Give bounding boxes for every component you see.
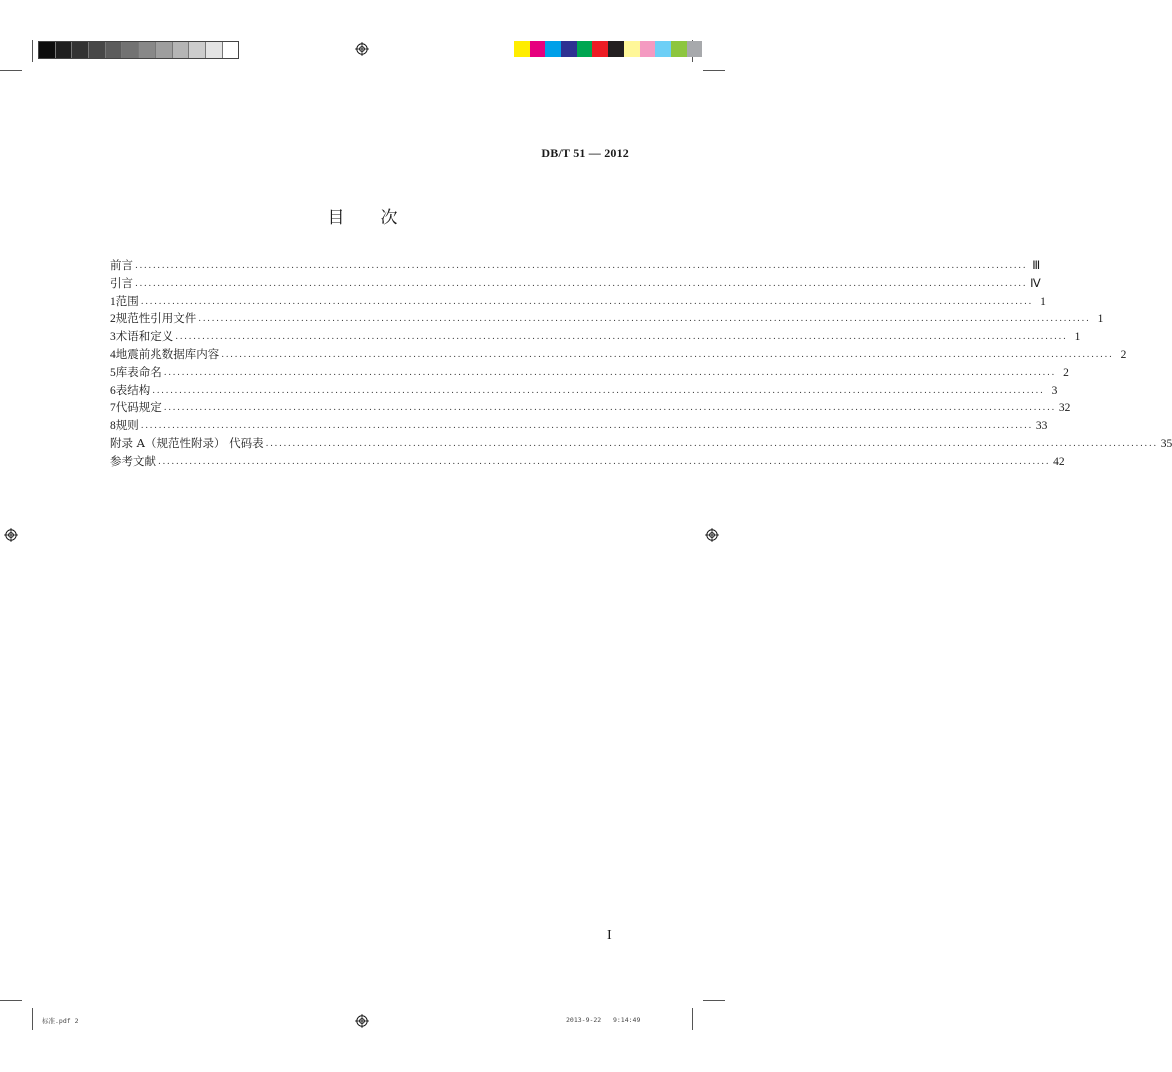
color-swatch	[624, 41, 640, 57]
toc-entry[interactable]	[110, 293, 1046, 311]
toc-entry-label: 库表命名	[115, 364, 162, 379]
toc-entry[interactable]	[110, 257, 1041, 275]
dot-leader: ........................................................................................................................................................................................................	[135, 261, 1028, 271]
gray-swatch	[189, 42, 206, 58]
toc-entry-label: 引言	[110, 275, 133, 290]
registration-target-icon	[4, 528, 18, 542]
toc-entry-page: 1	[1074, 331, 1081, 344]
gray-swatch	[206, 42, 223, 58]
toc-entry-label: 代码规定	[115, 400, 162, 415]
gray-swatch	[122, 42, 139, 58]
toc-entry-number: 1	[110, 295, 116, 308]
toc-entry-number: 4	[110, 348, 116, 361]
dot-leader: ........................................................................................................................................................................................................	[140, 421, 1033, 432]
color-calibration-bar	[514, 41, 702, 57]
color-swatch	[640, 41, 656, 57]
color-swatch	[514, 41, 530, 57]
toc-entry[interactable]	[110, 346, 1127, 364]
toc-entry-number: 5	[110, 366, 116, 379]
gray-swatch	[139, 42, 156, 58]
color-swatch	[530, 41, 546, 57]
toc-entry-number: 7	[110, 402, 116, 415]
crop-mark	[703, 1000, 725, 1001]
toc-entry[interactable]	[110, 364, 1069, 382]
registration-target-icon	[705, 528, 719, 542]
dot-leader: ........................................................................................................................................................................................................	[152, 385, 1045, 396]
gray-swatch	[72, 42, 89, 58]
color-swatch	[577, 41, 593, 57]
toc-entry-page: Ⅳ	[1030, 277, 1041, 290]
gray-swatch	[89, 42, 106, 58]
dot-leader: ........................................................................................................................................................................................................	[265, 438, 1158, 449]
color-swatch	[561, 41, 577, 57]
gray-swatch	[223, 42, 239, 58]
toc-entry-label: 规范性引用文件	[115, 311, 197, 326]
file-slug: 标准.pdf 2	[42, 1017, 79, 1025]
gray-swatch	[156, 42, 173, 58]
toc-entry[interactable]	[110, 453, 1065, 471]
dot-leader: ........................................................................................................................................................................................................	[198, 314, 1091, 325]
toc-entry-label: 表结构	[115, 382, 151, 397]
document-code: DB/T 51 — 2012	[541, 146, 629, 160]
dot-leader: ........................................................................................................................................................................................................	[175, 332, 1068, 343]
crop-mark	[703, 70, 725, 71]
toc-entry-label: 范围	[115, 293, 139, 308]
toc-entry-label: 参考文献	[110, 453, 156, 468]
crop-mark	[32, 40, 33, 62]
toc-entry-page: Ⅲ	[1032, 260, 1041, 272]
dot-leader: ........................................................................................................................................................................................................	[221, 349, 1114, 360]
toc-entry[interactable]	[110, 310, 1104, 328]
toc-entry[interactable]	[110, 275, 1041, 293]
crop-mark	[0, 1000, 22, 1001]
registration-target-icon	[355, 1014, 369, 1028]
dot-leader: ........................................................................................................................................................................................................	[163, 367, 1056, 378]
dot-leader: ........................................................................................................................................................................................................	[140, 296, 1033, 307]
toc-title-part: 次	[380, 208, 398, 228]
color-swatch	[608, 41, 624, 57]
toc-entry-page: 2	[1120, 348, 1127, 361]
toc-entry[interactable]	[110, 417, 1048, 435]
toc-entry-label: 地震前兆数据库内容	[115, 346, 220, 361]
toc-entry-page: 2	[1063, 366, 1069, 379]
toc-entry[interactable]	[110, 435, 1172, 453]
color-swatch	[687, 41, 703, 57]
toc-entry-page: 33	[1035, 420, 1048, 433]
toc-entry-page: 1	[1097, 313, 1104, 326]
toc-entry-page: 32	[1058, 402, 1071, 415]
toc-entry-label: 附录 A（规范性附录） 代码表	[110, 435, 264, 450]
toc-entry-number: 8	[110, 420, 116, 433]
toc-entry-label: 前言	[110, 258, 133, 272]
toc-entry[interactable]	[110, 382, 1058, 400]
gray-swatch	[173, 42, 190, 58]
crop-mark	[32, 1008, 33, 1030]
color-swatch	[545, 41, 561, 57]
gray-swatch	[56, 42, 73, 58]
toc-entry-label: 术语和定义	[115, 329, 174, 344]
crop-mark	[0, 70, 22, 71]
toc-entry-number: 6	[110, 384, 116, 397]
color-swatch	[592, 41, 608, 57]
toc-entry-number: 3	[110, 331, 116, 344]
toc-entry-page: 3	[1051, 384, 1058, 397]
toc-entry-page: 35	[1160, 437, 1172, 450]
dot-leader: ........................................................................................................................................................................................................	[135, 278, 1028, 289]
table-of-contents	[110, 257, 1172, 471]
registration-target-icon	[355, 42, 369, 56]
toc-title	[0, 203, 725, 228]
toc-title-part: 目	[327, 208, 345, 228]
gray-swatch	[39, 42, 56, 58]
dot-leader: ........................................................................................................................................................................................................	[158, 456, 1051, 467]
page-number: I	[607, 928, 612, 943]
print-timestamp: 2013-9-22 9:14:49	[566, 1016, 641, 1024]
toc-entry-page: 1	[1040, 295, 1046, 308]
crop-mark	[692, 1008, 693, 1030]
dot-leader: ........................................................................................................................................................................................................	[163, 403, 1056, 414]
toc-entry[interactable]	[110, 399, 1071, 417]
color-swatch	[671, 41, 687, 57]
grayscale-calibration-bar	[38, 41, 239, 59]
color-swatch	[655, 41, 671, 57]
toc-entry-label: 规则	[115, 418, 139, 433]
toc-entry[interactable]	[110, 328, 1081, 346]
toc-entry-number: 2	[110, 313, 116, 326]
toc-entry-page: 42	[1053, 455, 1065, 468]
gray-swatch	[106, 42, 123, 58]
